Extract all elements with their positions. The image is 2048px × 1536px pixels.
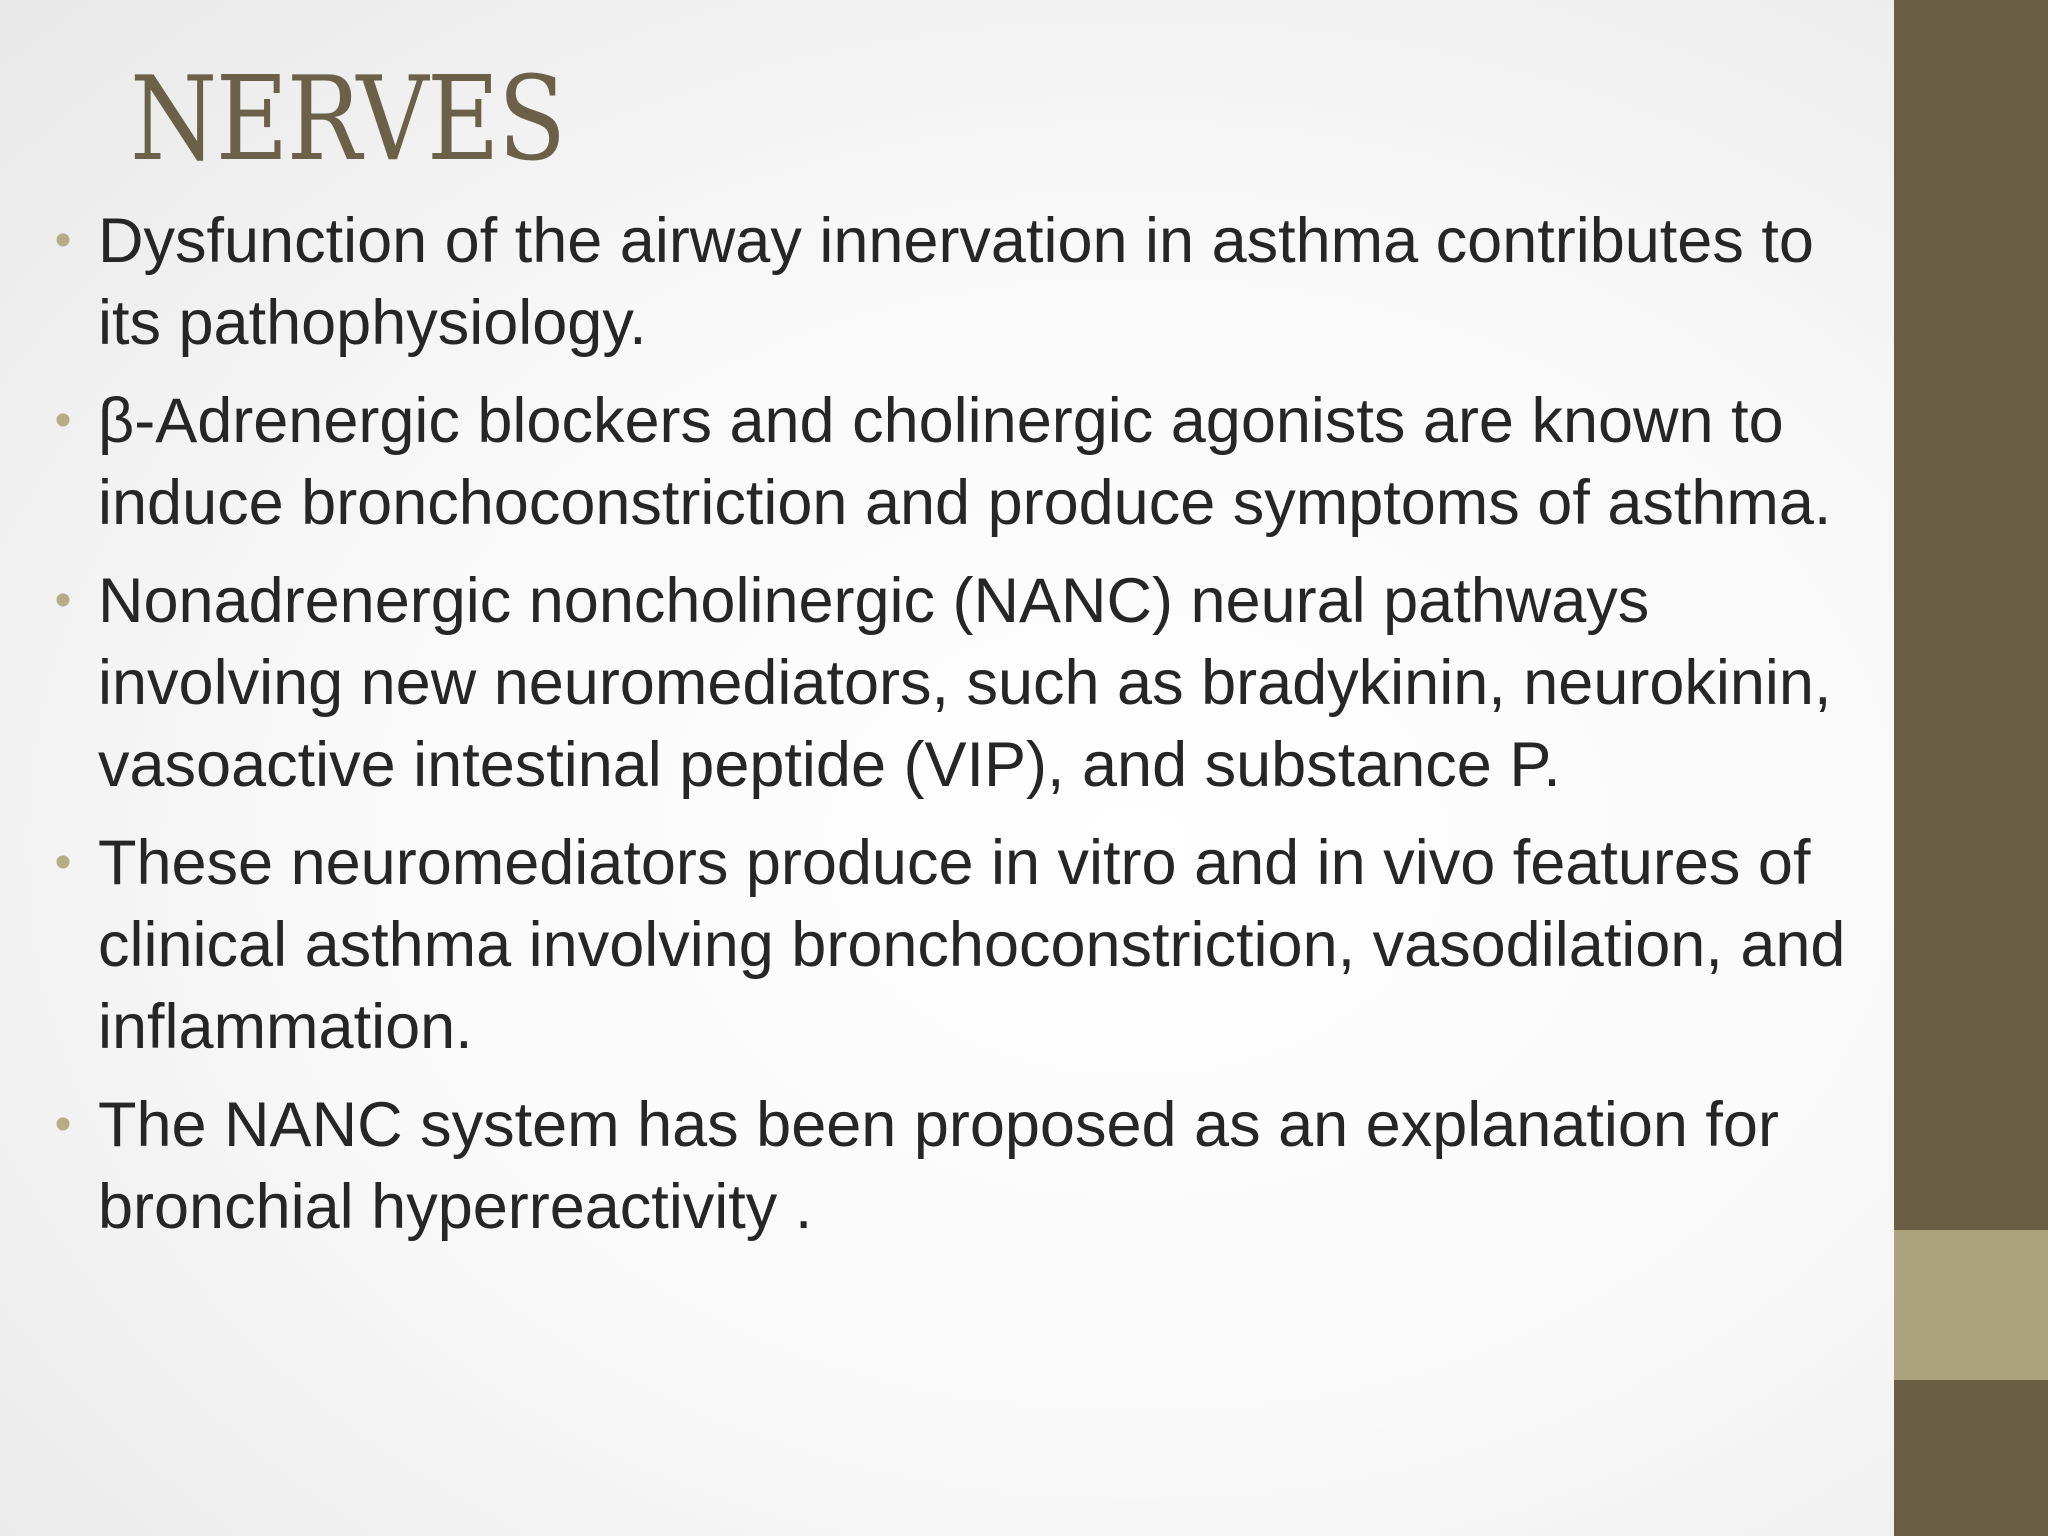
bullet-dot-icon: • [54,1098,72,1151]
slide-title: NERVES [130,52,565,187]
bullet-dot-icon: • [54,574,72,627]
bullet-item [48,560,1888,806]
bullet-text: Dysfunction of the airway innervation in asthma contributes to its pathophysiology. [98,206,1814,358]
bullet-item [48,200,1888,364]
bullet-item [48,380,1888,544]
bullet-text: These neuromediators produce in vitro and in vivo features of clinical asthma involving bronchoconstriction, vasodilation, and inflammation. [98,828,1846,1062]
bullet-text: β-Adrenergic blockers and cholinergic agonists are known to induce bronchoconstriction and produce symptoms of asthma. [98,386,1832,538]
bullet-item [48,1084,1888,1248]
sidebar-accent-band [1894,1230,2048,1380]
bullet-item [48,822,1888,1068]
bullet-dot-icon: • [54,836,72,889]
bullet-dot-icon: • [54,394,72,447]
bullet-text: The NANC system has been proposed as an explanation for bronchial hyperreactivity . [98,1090,1779,1242]
bullet-text: Nonadrenergic noncholinergic (NANC) neural pathways involving new neuromediators, such as bradykinin, neurokinin, vasoactive intestinal peptide (VIP), and substance P. [98,566,1832,800]
bullet-list [48,200,1888,1264]
bullet-dot-icon: • [54,214,72,267]
